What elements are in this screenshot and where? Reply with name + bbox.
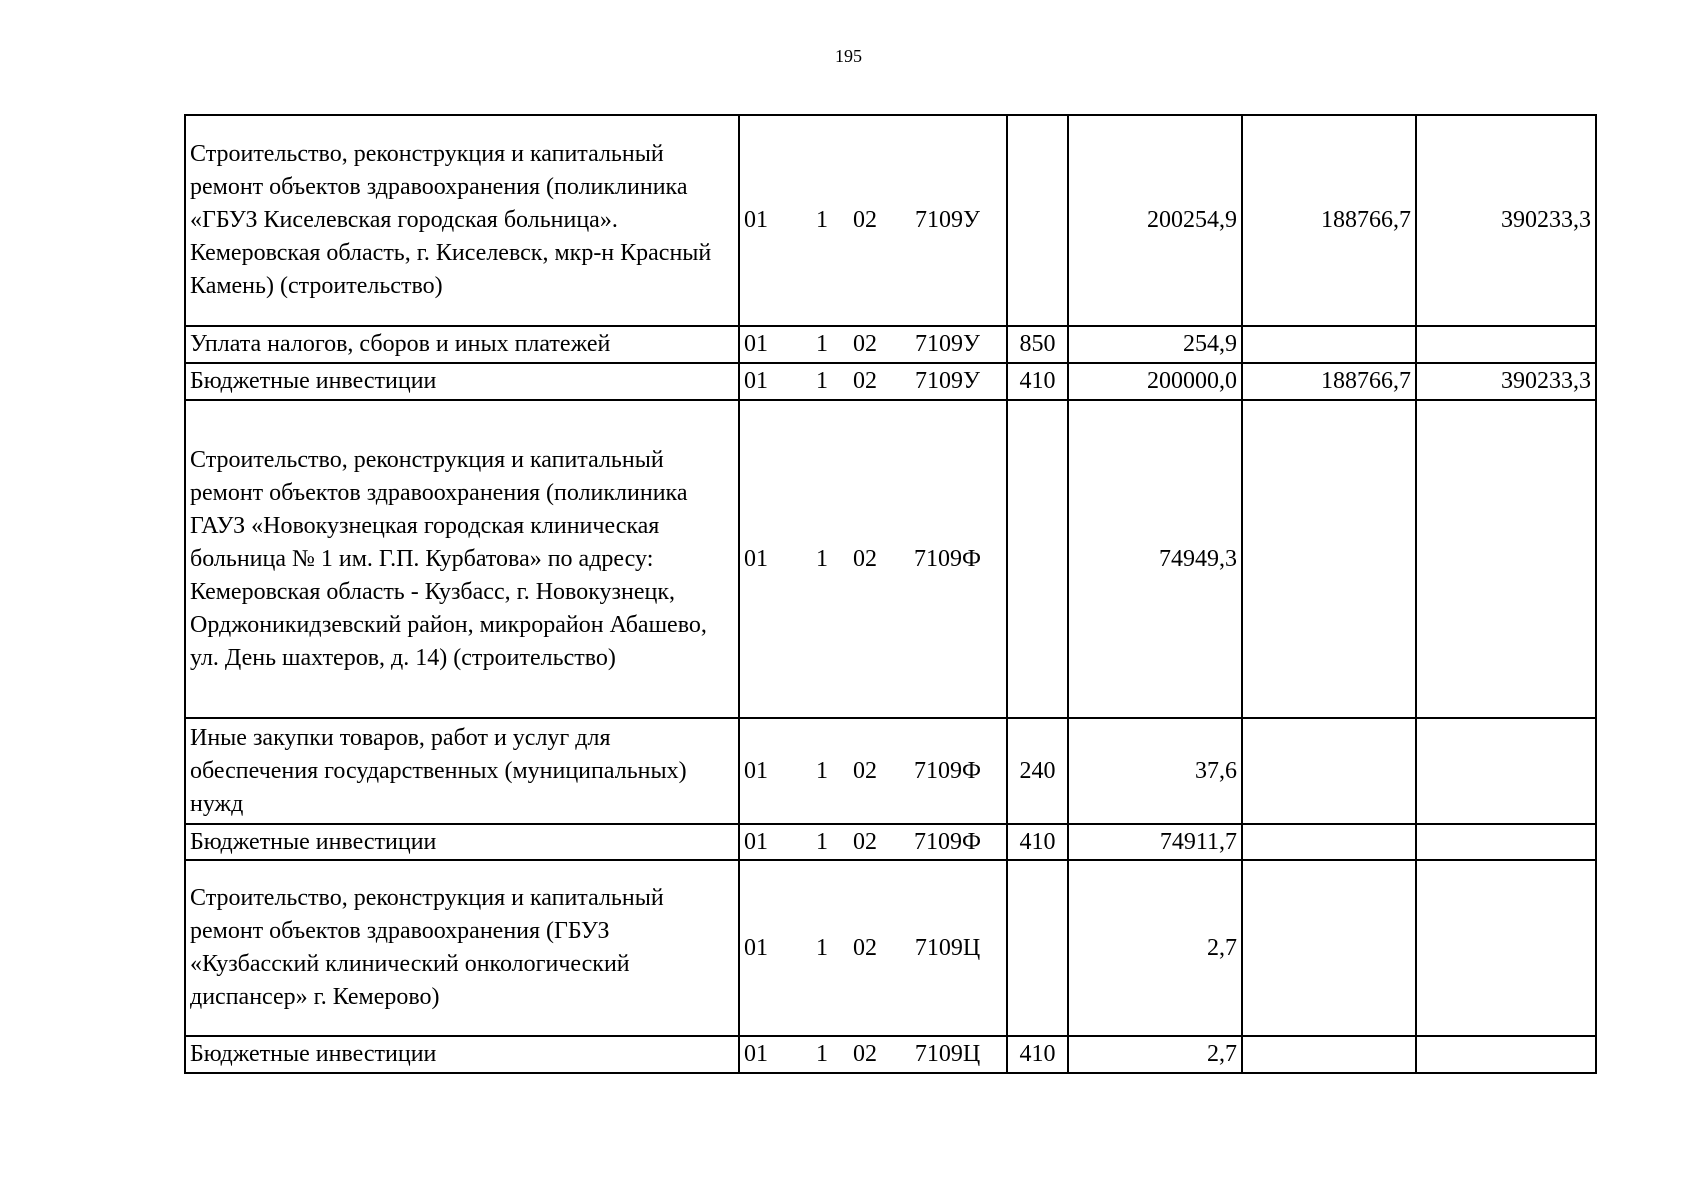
code-direction: 7109У: [889, 363, 1007, 400]
table-row: [185, 400, 1596, 718]
code-direction: 7109Ц: [889, 860, 1007, 1036]
amount-year-1: 200254,9: [1068, 115, 1242, 326]
code-section: 01: [739, 326, 803, 363]
expense-type-code: 410: [1007, 1036, 1068, 1073]
code-section: 01: [739, 1036, 803, 1073]
code-program: 1: [803, 115, 841, 326]
code-direction: 7109Ц: [889, 1036, 1007, 1073]
amount-year-2: [1242, 400, 1416, 718]
table-row: [185, 363, 1596, 400]
amount-year-3: [1416, 400, 1596, 718]
code-program: 1: [803, 860, 841, 1036]
amount-year-1: 200000,0: [1068, 363, 1242, 400]
expense-type-code: [1007, 400, 1068, 718]
amount-year-1: 2,7: [1068, 1036, 1242, 1073]
code-subprogram: 02: [841, 400, 889, 718]
code-section: 01: [739, 115, 803, 326]
amount-year-1: 74949,3: [1068, 400, 1242, 718]
row-name: Бюджетные инвестиции: [185, 1036, 739, 1073]
table-row: [185, 718, 1596, 824]
code-program: 1: [803, 1036, 841, 1073]
code-direction: 7109Ф: [889, 718, 1007, 824]
code-subprogram: 02: [841, 115, 889, 326]
amount-year-1: 2,7: [1068, 860, 1242, 1036]
table-row: [185, 326, 1596, 363]
amount-year-2: 188766,7: [1242, 115, 1416, 326]
amount-year-2: [1242, 860, 1416, 1036]
code-direction: 7109Ф: [889, 400, 1007, 718]
code-section: 01: [739, 400, 803, 718]
amount-year-2: 188766,7: [1242, 363, 1416, 400]
table-row: [185, 1036, 1596, 1073]
row-name: Уплата налогов, сборов и иных платежей: [185, 326, 739, 363]
code-program: 1: [803, 326, 841, 363]
row-name: Иные закупки товаров, работ и услуг для обеспечения государственных (муниципальных) нужд: [185, 718, 739, 824]
table-body: [185, 115, 1596, 1073]
code-subprogram: 02: [841, 860, 889, 1036]
amount-year-1: 254,9: [1068, 326, 1242, 363]
table-row: [185, 115, 1596, 326]
code-direction: 7109Ф: [889, 824, 1007, 860]
amount-year-1: 37,6: [1068, 718, 1242, 824]
code-subprogram: 02: [841, 363, 889, 400]
expense-type-code: 410: [1007, 824, 1068, 860]
amount-year-3: [1416, 824, 1596, 860]
amount-year-3: [1416, 326, 1596, 363]
code-program: 1: [803, 824, 841, 860]
expense-type-code: 410: [1007, 363, 1068, 400]
amount-year-3: 390233,3: [1416, 115, 1596, 326]
code-direction: 7109У: [889, 115, 1007, 326]
budget-table: [184, 114, 1597, 1074]
row-name: Бюджетные инвестиции: [185, 363, 739, 400]
expense-type-code: [1007, 860, 1068, 1036]
row-name: Бюджетные инвестиции: [185, 824, 739, 860]
code-direction: 7109У: [889, 326, 1007, 363]
code-program: 1: [803, 718, 841, 824]
row-name: Строительство, реконструкция и капитальный ремонт объектов здравоохранения (ГБУЗ «Кузбасский клинический онкологический диспансер» г. Кемерово): [185, 860, 739, 1036]
row-name: Строительство, реконструкция и капитальный ремонт объектов здравоохранения (поликлиника ГАУЗ «Новокузнецкая городская клиническая больница № 1 им. Г.П. Курбатова» по адресу: Кемеровская область - Кузбасс, г. Новокузнецк, Орджоникидзевский район, микрорайон Абашево, ул. День шахтеров, д. 14) (строительство): [185, 400, 739, 718]
expense-type-code: 240: [1007, 718, 1068, 824]
amount-year-3: [1416, 1036, 1596, 1073]
amount-year-2: [1242, 1036, 1416, 1073]
code-subprogram: 02: [841, 718, 889, 824]
code-section: 01: [739, 363, 803, 400]
code-subprogram: 02: [841, 326, 889, 363]
amount-year-3: [1416, 718, 1596, 824]
code-section: 01: [739, 718, 803, 824]
amount-year-2: [1242, 718, 1416, 824]
code-subprogram: 02: [841, 824, 889, 860]
code-program: 1: [803, 363, 841, 400]
amount-year-3: 390233,3: [1416, 363, 1596, 400]
code-section: 01: [739, 824, 803, 860]
code-subprogram: 02: [841, 1036, 889, 1073]
amount-year-3: [1416, 860, 1596, 1036]
expense-type-code: [1007, 115, 1068, 326]
row-name: Строительство, реконструкция и капитальный ремонт объектов здравоохранения (поликлиника «ГБУЗ Киселевская городская больница». Кемеровская область, г. Киселевск, мкр-н Красный Камень) (строительство): [185, 115, 739, 326]
amount-year-2: [1242, 824, 1416, 860]
amount-year-2: [1242, 326, 1416, 363]
table-row: [185, 860, 1596, 1036]
page-number: 195: [835, 46, 862, 66]
code-section: 01: [739, 860, 803, 1036]
expense-type-code: 850: [1007, 326, 1068, 363]
table-row: [185, 824, 1596, 860]
code-program: 1: [803, 400, 841, 718]
amount-year-1: 74911,7: [1068, 824, 1242, 860]
